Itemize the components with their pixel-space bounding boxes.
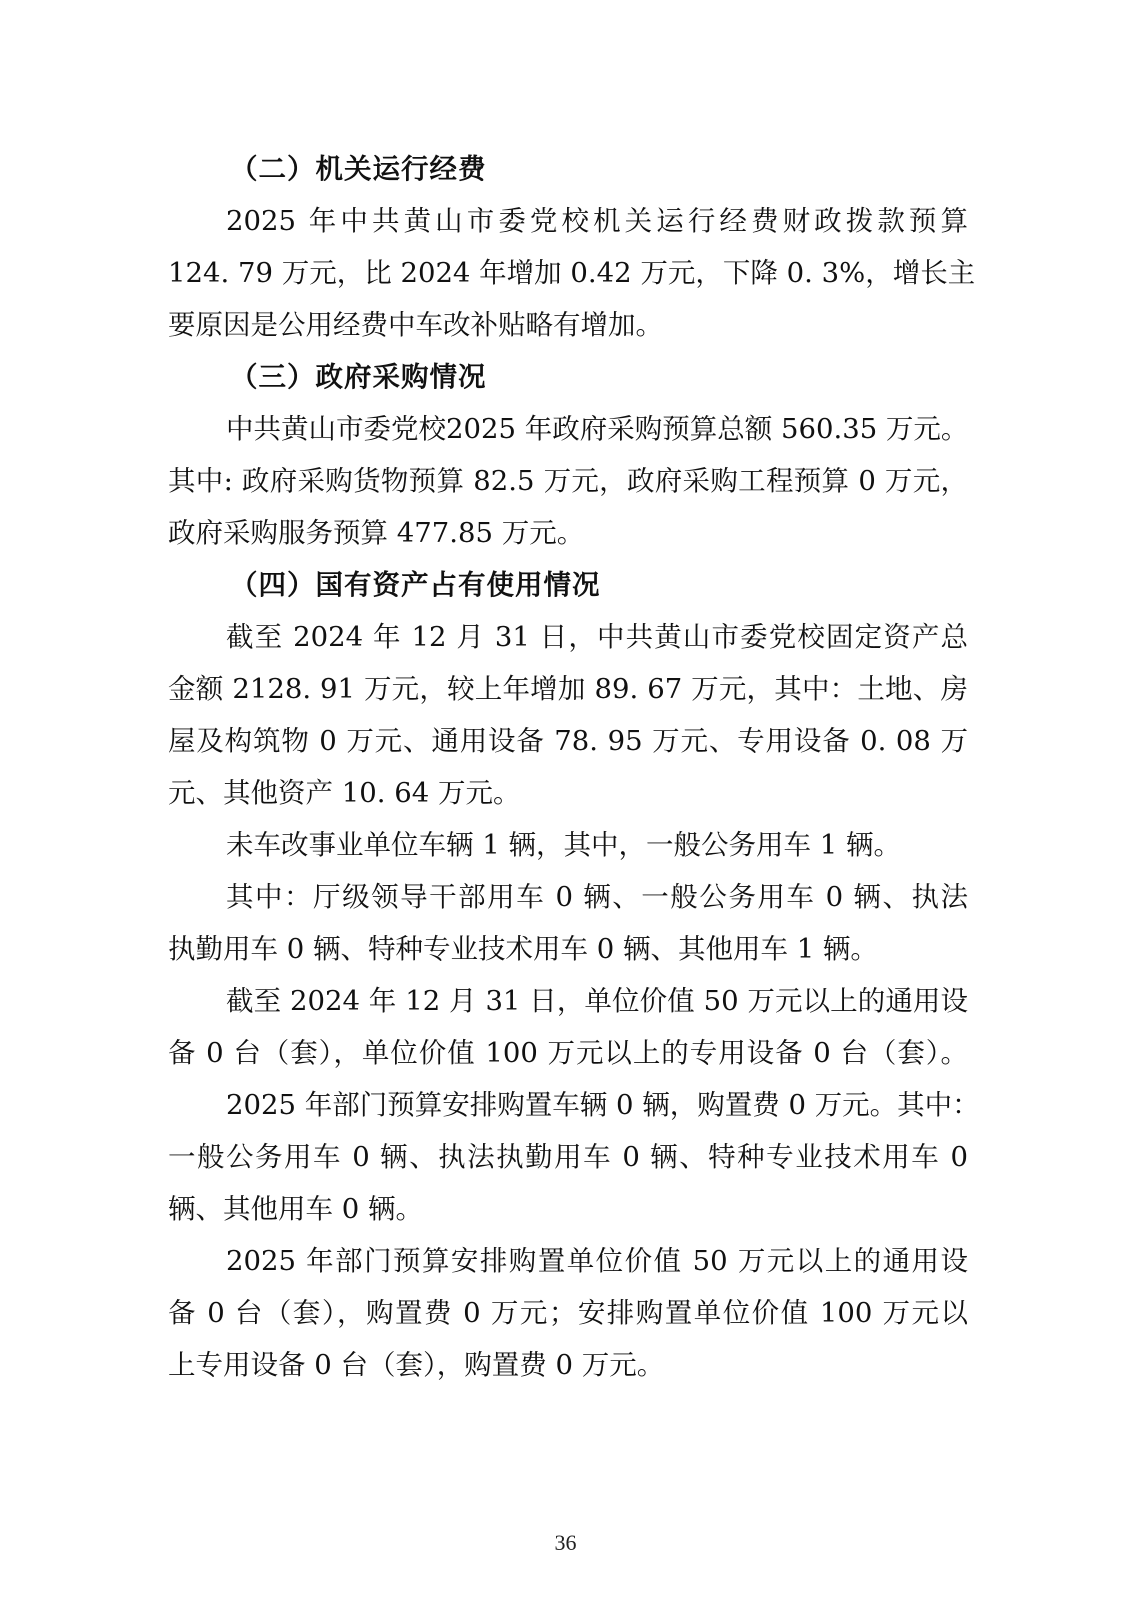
paragraph-line: 2025 年中共黄山市委党校机关运行经费财政拨款预算 [226, 205, 968, 237]
paragraph-line: 金额 2128. 91 万元，较上年增加 89. 67 万元，其中：土地、房 [168, 673, 968, 705]
paragraph-line: 辆、其他用车 0 辆。 [168, 1193, 423, 1225]
paragraph-line: 2025 年部门预算安排购置车辆 0 辆，购置费 0 万元。其中： [226, 1089, 980, 1121]
document-page [168, 143, 980, 1391]
paragraph-line: 2025 年部门预算安排购置单位价值 50 万元以上的通用设 [226, 1245, 968, 1277]
paragraph-line: 一般公务用车 0 辆、执法执勤用车 0 辆、特种专业技术用车 0 [168, 1141, 968, 1173]
paragraph-line: 元、其他资产 10. 64 万元。 [168, 777, 521, 809]
paragraph-line: 截至 2024 年 12 月 31 日，中共黄山市委党校固定资产总 [226, 621, 968, 653]
paragraph-line: 上专用设备 0 台（套），购置费 0 万元。 [168, 1349, 665, 1381]
paragraph-line: 其中: 政府采购货物预算 82.5 万元，政府采购工程预算 0 万元， [168, 465, 968, 497]
paragraph-line: 中共黄山市委党校2025 年政府采购预算总额 560.35 万元。 [226, 413, 969, 445]
section-heading-state-assets: （四）国有资产占有使用情况 [230, 569, 601, 601]
paragraph-line: 要原因是公用经费中车改补贴略有增加。 [168, 309, 663, 341]
paragraph-line: 政府采购服务预算 477.85 万元。 [168, 517, 585, 549]
page-number: 36 [554, 1530, 577, 1555]
paragraph-line: 未车改事业单位车辆 1 辆，其中，一般公务用车 1 辆。 [226, 829, 901, 861]
paragraph-line: 备 0 台（套），单位价值 100 万元以上的专用设备 0 台（套）。 [168, 1037, 968, 1069]
paragraph-line: 其中：厅级领导干部用车 0 辆、一般公务用车 0 辆、执法 [226, 881, 968, 913]
section-heading-operating-expenses: （二）机关运行经费 [230, 153, 487, 185]
paragraph-line: 124. 79 万元，比 2024 年增加 0.42 万元，下降 0. 3%，增长主 [168, 257, 976, 289]
section-heading-procurement: （三）政府采购情况 [230, 361, 487, 393]
paragraph-line: 屋及构筑物 0 万元、通用设备 78. 95 万元、专用设备 0. 08 万 [168, 725, 968, 757]
paragraph-line: 备 0 台（套），购置费 0 万元；安排购置单位价值 100 万元以 [168, 1297, 968, 1329]
paragraph-line: 执勤用车 0 辆、特种专业技术用车 0 辆、其他用车 1 辆。 [168, 933, 878, 965]
paragraph-line: 截至 2024 年 12 月 31 日，单位价值 50 万元以上的通用设 [226, 985, 968, 1017]
